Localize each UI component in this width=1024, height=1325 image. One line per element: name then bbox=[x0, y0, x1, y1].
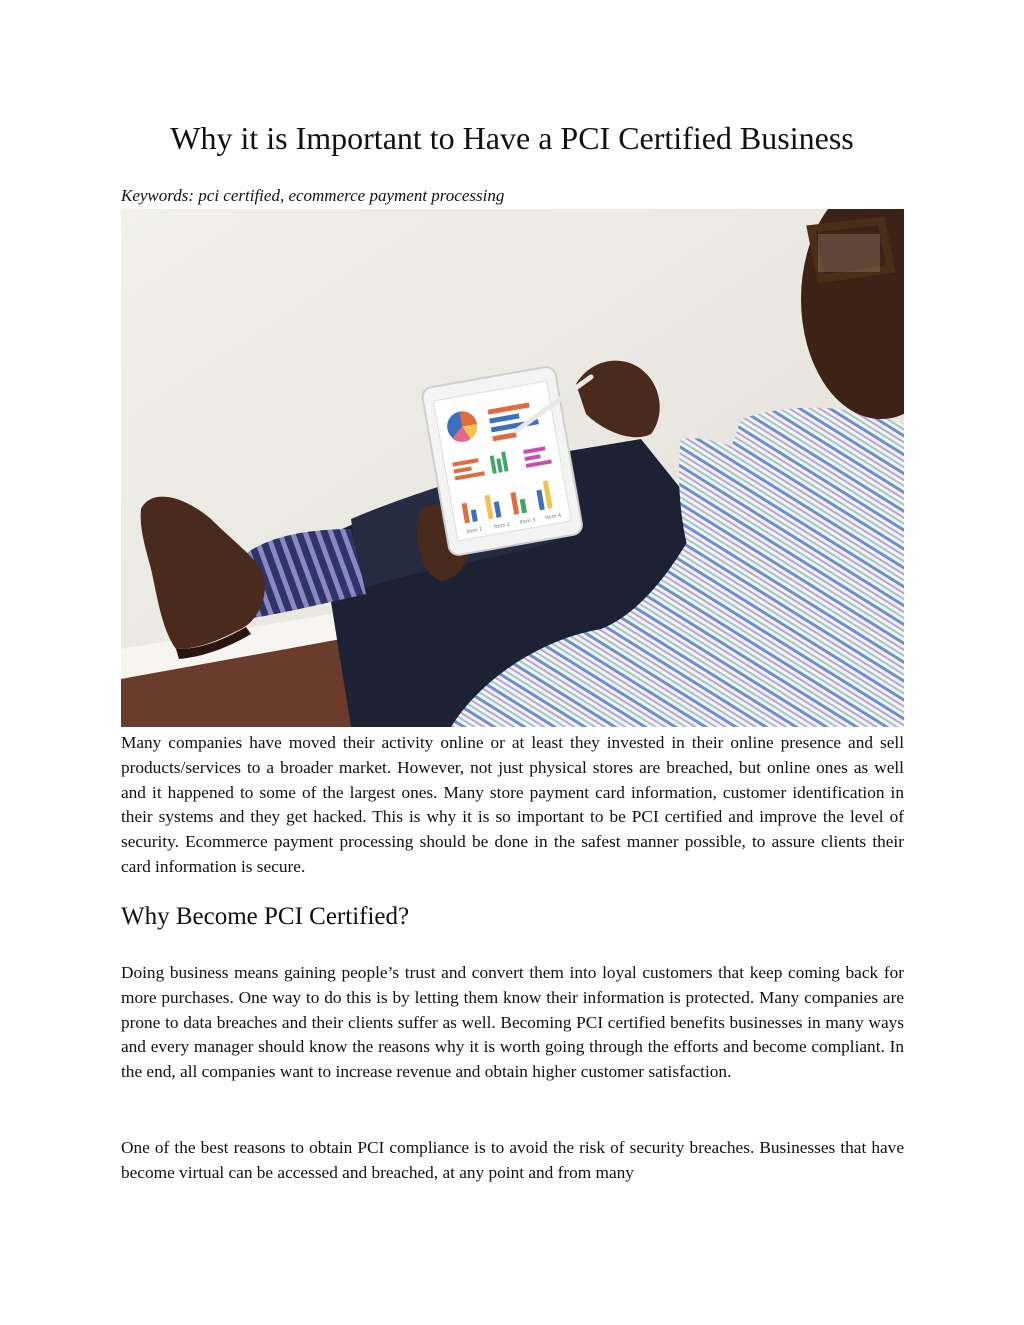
tablet-label: Item 1 bbox=[466, 526, 484, 536]
paragraph: One of the best reasons to obtain PCI compliance is to avoid the risk of security breaches. Businesses that have become virtual can be accessed and breached, at any point and from many bbox=[121, 1138, 904, 1182]
glasses-lens bbox=[818, 234, 880, 272]
tablet-label: Item 3 bbox=[519, 517, 537, 526]
paragraph: Doing business means gaining people’s trust and convert them into loyal customers that keep coming back for more purchases. One way to do this is by letting them know their information is protected. Many companies are prone to data breaches and their clients suffer as well. Becoming PCI certified benefits businesses in many ways and every manager should know the reasons why it is worth going through the efforts and become compliant. In the end, all companies want to increase revenue and obtain higher customer satisfaction. bbox=[121, 963, 904, 1082]
tablet-label: Item 2 bbox=[493, 521, 511, 531]
tablet bbox=[421, 366, 583, 557]
paragraph: Many companies have moved their activity online or at least they invested in their online presence and sell products/services to a broader market. However, not just physical stores are breached, but online ones as well and it happened to some of the largest ones. Many store payment card information, customer identification in their systems and they get hacked. This is why it is so important to be PCI certified and improve the level of security. Ecommerce payment processing should be done in the safest manner possible, to assure clients their card information is secure. bbox=[121, 733, 904, 876]
hero-image bbox=[121, 209, 904, 727]
keywords-line: Keywords: pci certified, ecommerce payment processing bbox=[121, 186, 505, 205]
section-heading: Why Become PCI Certified? bbox=[121, 903, 410, 930]
tablet-label: Item 4 bbox=[544, 512, 562, 522]
page-title: Why it is Important to Have a PCI Certified Business bbox=[170, 120, 854, 156]
